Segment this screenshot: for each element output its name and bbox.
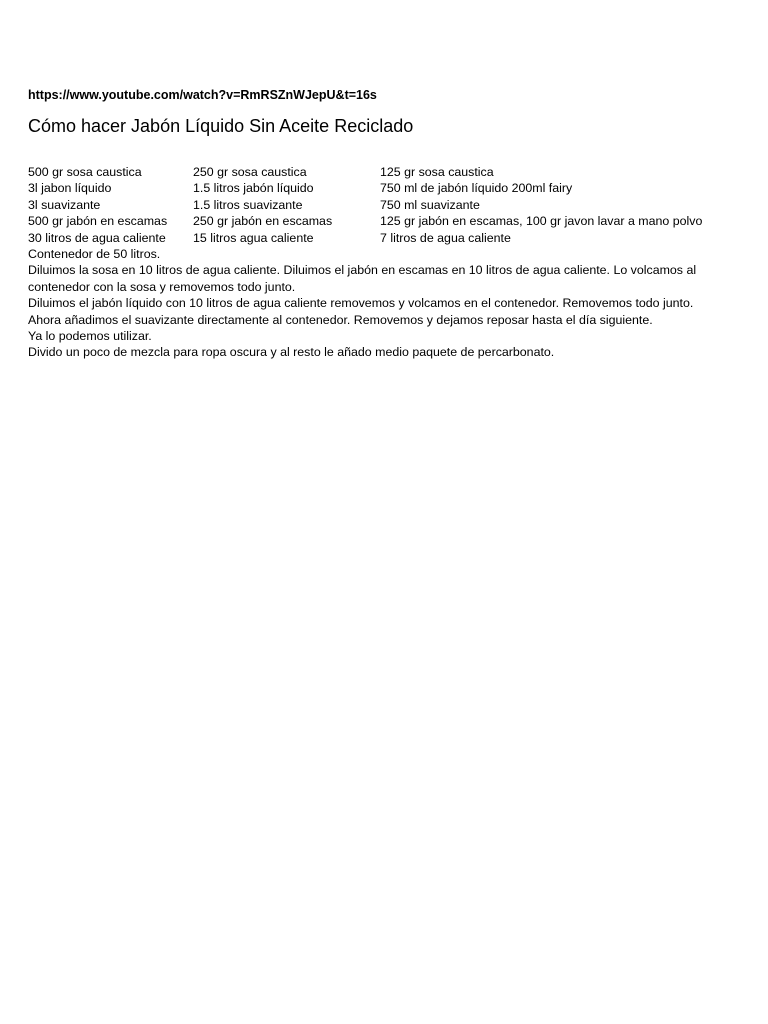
ingredient-row	[28, 164, 728, 180]
ingredient-large: 3l jabon líquido	[28, 181, 112, 196]
ingredient-medium: 1.5 litros suavizante	[193, 197, 303, 212]
ingredient-small: 750 ml suavizante	[380, 197, 480, 212]
paragraph-note: Divido un poco de mezcla para ropa oscura y al resto le añado medio paquete de percarbonato.	[28, 345, 555, 360]
paragraph-step-3: Ahora añadimos el suavizante directamente al contenedor. Removemos y dejamos reposar hasta el día siguiente.	[28, 312, 653, 327]
ingredient-row	[28, 180, 728, 196]
paragraph-step-1: Diluimos la sosa en 10 litros de agua caliente. Diluimos el jabón en escamas en 10 litros de agua caliente. Lo volcamos al contenedor con la sosa y removemos todo junto.	[28, 263, 697, 294]
ingredient-small: 125 gr jabón en escamas, 100 gr javon lavar a mano polvo	[380, 214, 703, 229]
document-body	[28, 164, 728, 361]
paragraph-container: Contenedor de 50 litros.	[28, 246, 161, 261]
ingredient-large: 30 litros de agua caliente	[28, 230, 166, 245]
ingredient-row	[28, 230, 728, 246]
ingredient-row	[28, 197, 728, 213]
ingredient-medium: 250 gr sosa caustica	[193, 165, 307, 179]
ingredient-small: 750 ml de jabón líquido 200ml fairy	[380, 181, 573, 196]
ingredient-medium: 1.5 litros jabón líquido	[193, 181, 314, 196]
ingredient-medium: 250 gr jabón en escamas	[193, 214, 333, 229]
paragraph-step-2: Diluimos el jabón líquido con 10 litros de agua caliente removemos y volcamos en el contenedor. Removemos todo junto.	[28, 296, 694, 311]
paragraph-ready: Ya lo podemos utilizar.	[28, 328, 152, 343]
ingredient-small: 7 litros de agua caliente	[380, 230, 511, 245]
document-title: Cómo hacer Jabón Líquido Sin Aceite Reciclado	[28, 116, 414, 136]
ingredient-medium: 15 litros agua caliente	[193, 230, 314, 245]
source-url: https://www.youtube.com/watch?v=RmRSZnWJepU&t=16s	[28, 88, 377, 102]
ingredient-small: 125 gr sosa caustica	[380, 165, 494, 179]
ingredient-large: 3l suavizante	[28, 197, 101, 212]
ingredient-row	[28, 213, 728, 229]
ingredient-large: 500 gr sosa caustica	[28, 165, 142, 179]
ingredient-large: 500 gr jabón en escamas	[28, 214, 168, 229]
